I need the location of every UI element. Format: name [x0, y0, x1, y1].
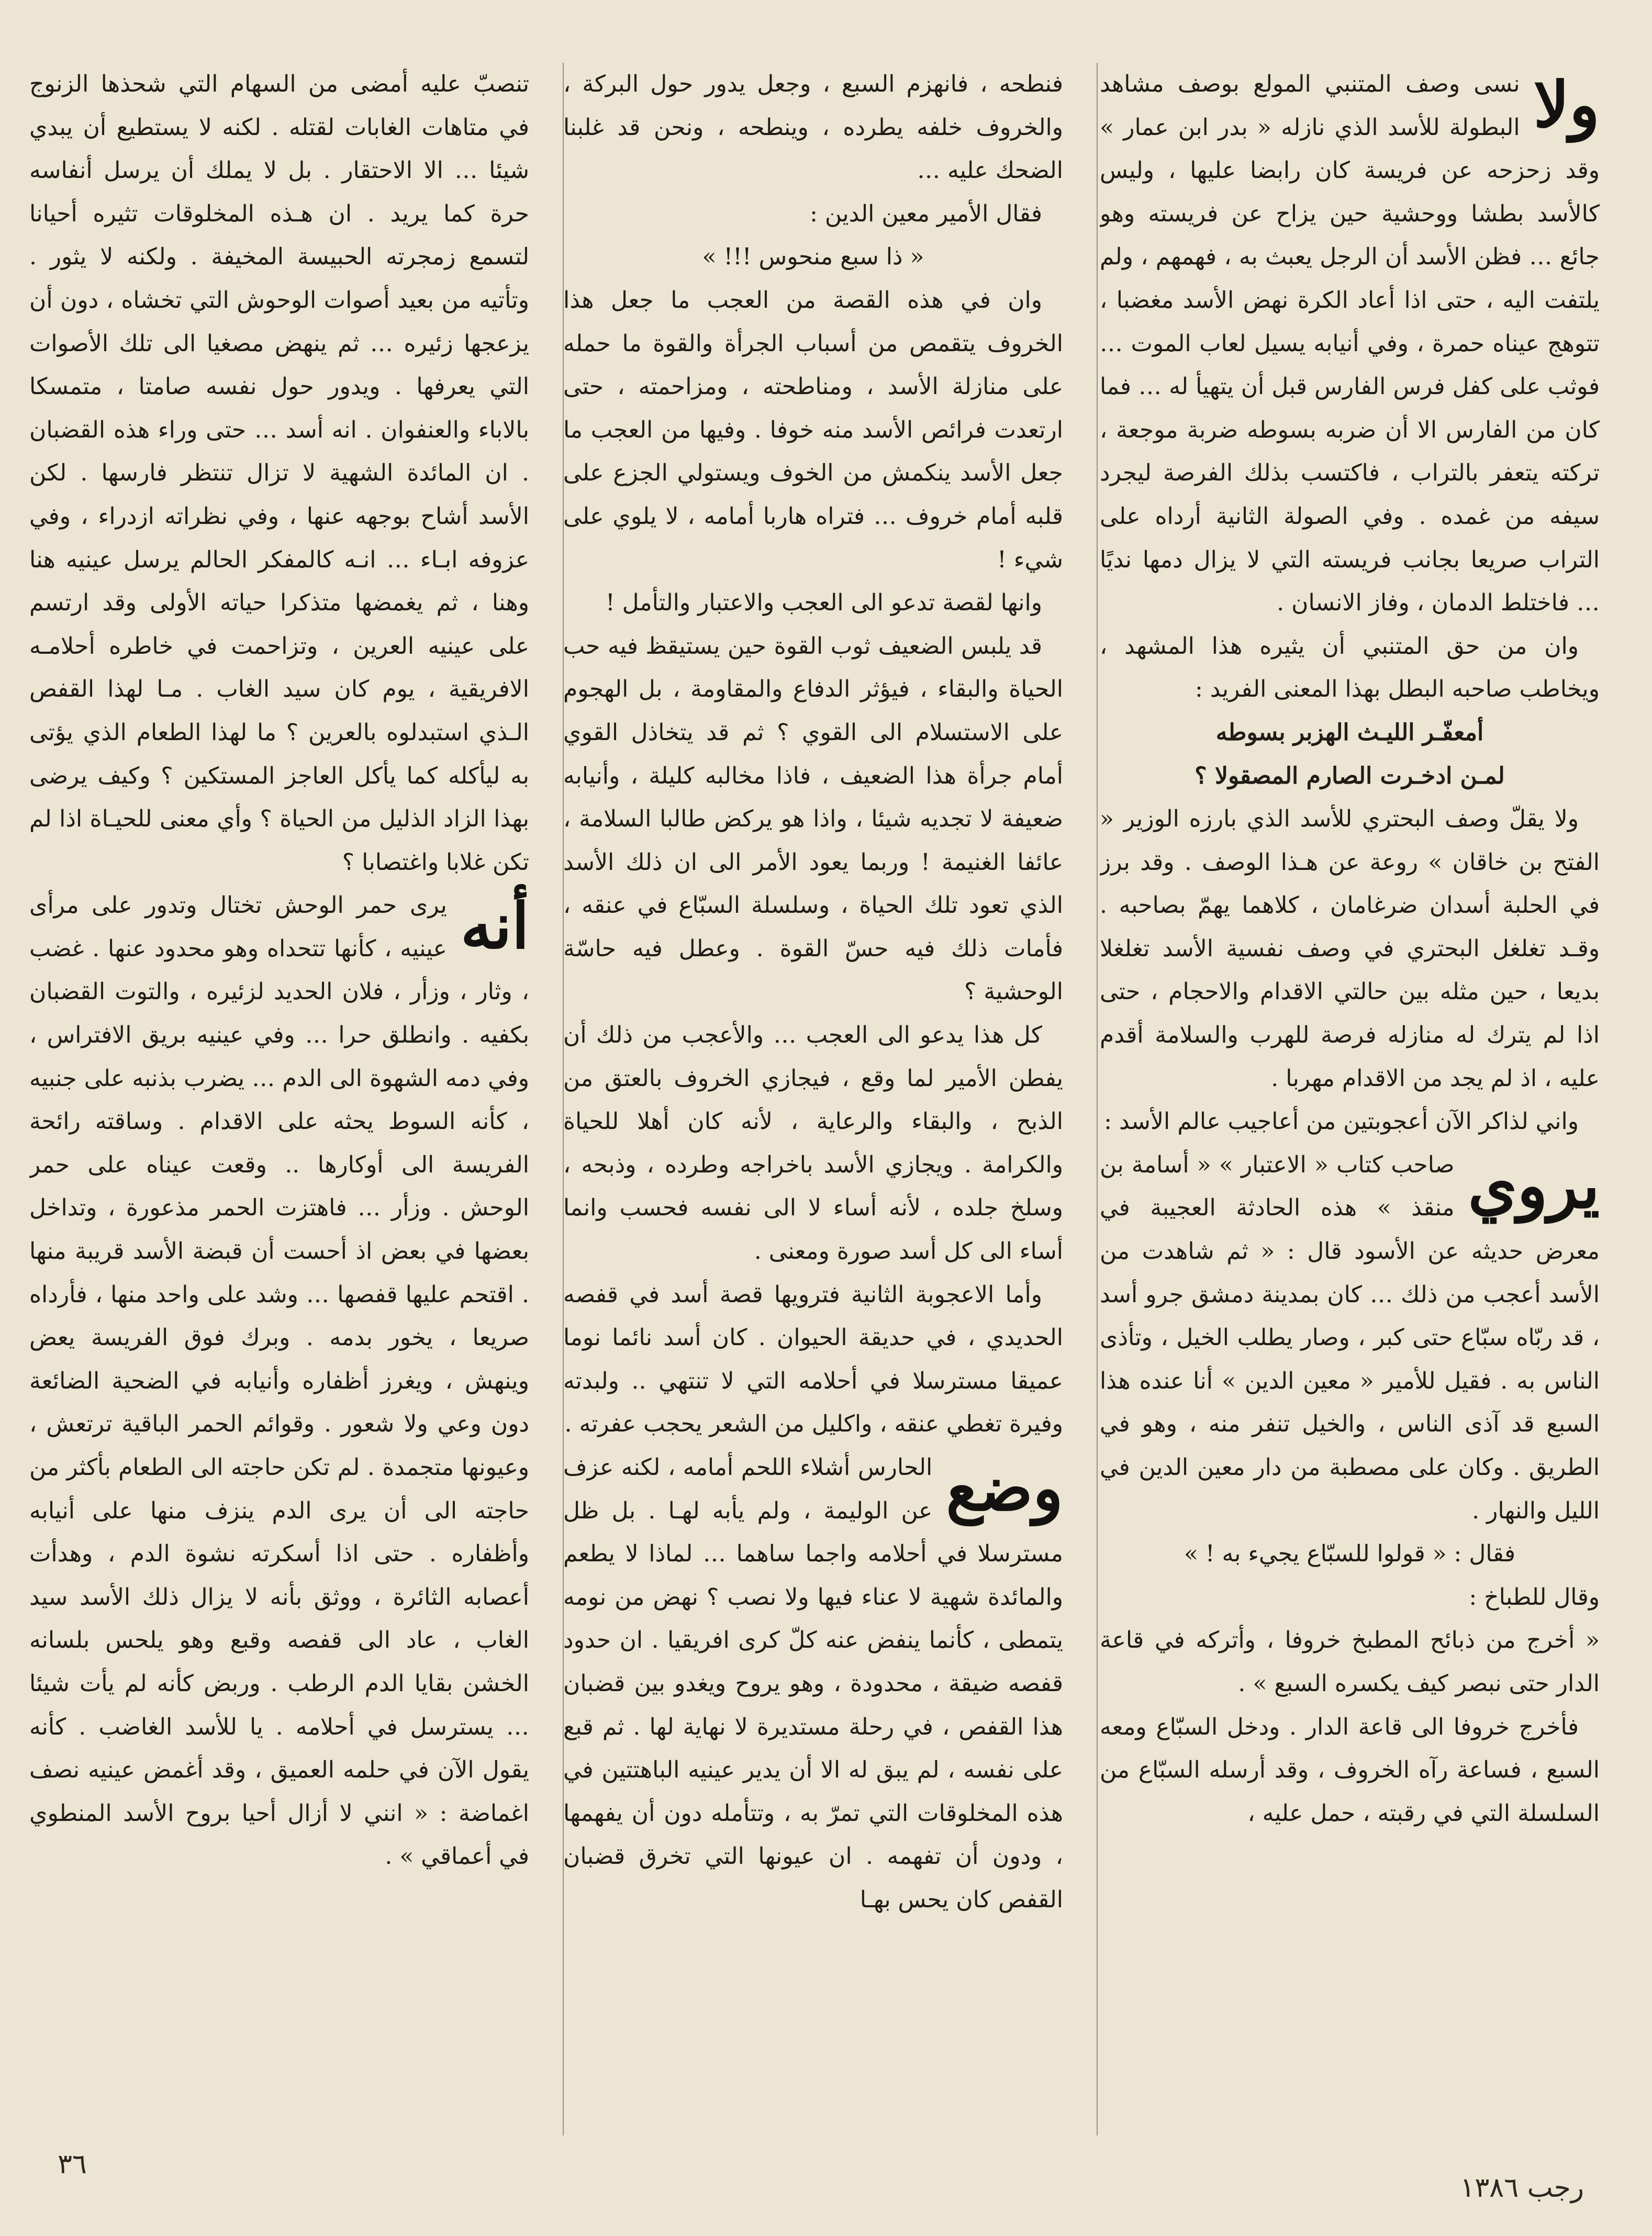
page-number: ٣٦ [58, 2149, 87, 2180]
paragraph: يرى حمر الوحش تختال وتدور على مرأى عينيه ، كأنها تتحداه وهو محدود عنها . غضب ، وثار ، وزأر ، فلان الحديد لزئيره ، والتوت القضبان بكفيه . وانطلق حرا … وفي عينيه بريق الافتراس ، وفي دمه الشهوة الى الدم … يضرب بذنبه على جنبيه ، كأنه السوط يحثه على الاقدام . وساقته رائحة الفريسة الى أوكارها .. وقعت عيناه على حمر الوحش . وزأر … فاهتزت الحمر مذعورة ، وتداخل بعضها في بعض اذ أحست أن قبضة الأسد قريبة منها . اقتحم عليها قفصها … وشد على واحد منها ، فأرداه صريعا ، يخور بدمه . وبرك فوق الفريسة يعض وينهش ، ويغرز أظفاره وأنيابه في الضحية الضائعة دون وعي ولا شعور . وقوائم الحمر الباقية ترتعش ، وعيونها متجمدة . لم تكن حاجته الى الطعام بأكثر من حاجته الى أن يرى الدم ينزف منها على أنيابه وأظفاره . حتى اذا أسكرته نشوة الدم ، وهدأت أعصابه الثائرة ، ووثق بأنه لا يزال ذلك الأسد سيد الغاب ، عاد الى قفصه وقبع وهو يلحس بلسانه الخشن بقايا الدم الرطب . وربض كأنه لم يأت شيئا … يسترسل في أحلامه . يا للأسد الغاضب . كأنه يقول الآن في حلمه العميق ، وقد أغمض عينيه نصف اغماضة : « انني لا أزال أحيا بروح الأسد المنطوي في أعماقي » . [29, 892, 529, 1870]
column-left [29, 63, 529, 2156]
quote-line: فقال : « قولوا للسبّاع يجيء به ! » [1184, 1540, 1516, 1568]
paragraph: وأما الاعجوبة الثانية فترويها قصة أسد في قفصه الحديدي ، في حديقة الحيوان . كان أسد نائما نوما عميقا مسترسلا في أحلامه التي لا تنتهي .. ولبدته وفيرة تغطي عنقه ، واكليل من الشعر يحجب عفرته . [563, 1281, 1063, 1438]
paragraph: فأخرج خروفا الى قاعة الدار . ودخل السبّاع ومعه السبع ، فساعة رآه الخروف ، وقد أرسله السبّاع من السلسلة التي في رقبته ، حمل عليه ، [1100, 1713, 1600, 1827]
paragraph: وان في هذه القصة من العجب ما جعل هذا الخروف يتقمص من أسباب الجرأة والقوة ما حمله على منازلة الأسد ، ومناطحته ، ومزاحمته ، حتى ارتعدت فرائص الأسد منه خوفا . وفيها من العجب ما جعل الأسد ينكمش من الخوف ويستولي الجزع على قلبه أمام خروف … فتراه هاربا أمامه ، لا يلوي على شيء ! [563, 286, 1063, 573]
paragraph: « أخرج من ذبائح المطبخ خروفا ، وأتركه في قاعة الدار حتى نبصر كيف يكسره السبع » . [1100, 1627, 1600, 1697]
paragraph: نسى وصف المتنبي المولع بوصف مشاهد البطولة للأسد الذي نازله « بدر ابن عمار » وقد زحزحه عن فريسة كان رابضا عليها ، وليس كالأسد بطشا ووحشية حين يزاح عن فريسته وهو جائع … فظن الأسد أن الرجل يعبث به ، فهمهم ، ولم يلتفت اليه ، حتى اذا أعاد الكرة نهض الأسد مغضبا ، تتوهج عيناه حمرة ، وفي أنيابه يسيل لعاب الموت … فوثب على كفل فرس الفارس قبل أن يتهيأ له … فما كان من الفارس الا أن ضربه بسوطه ضربة موجعة ، تركته يتعفر بالتراب ، فاكتسب بذلك الفرصة ليجرد سيفه من غمده . وفي الصولة الثانية أرداه على التراب صريعا بجانب فريسته التي لا يزال دمها نديًا … فاختلط الدمان ، وفاز الانسان . [1100, 71, 1600, 617]
paragraph: كل هذا يدعو الى العجب … والأعجب من ذلك أن يفطن الأمير لما وقع ، فيجازي الخروف بالعتق من الذبح ، والبقاء والرعاية ، لأنه كان أهلا للحياة والكرامة . ويجازي الأسد باخراجه وطرده ، وذبحه ، وسلخ جلده ، لأنه أساء لا الى نفسه فحسب وانما أساء الى كل أسد صورة ومعنى . [563, 1022, 1063, 1265]
column-middle [563, 63, 1063, 2156]
drop-initial: يروي [1468, 1148, 1600, 1223]
verse-line: أمعفّـر الليـث الهزبر بسوطه [1215, 719, 1484, 746]
paragraph: فقال الأمير معين الدين : [810, 200, 1042, 227]
paragraph: واني لذاكر الآن أعجوبتين من أعاجيب عالم الأسد : [1104, 1108, 1579, 1135]
paragraph: قد يلبس الضعيف ثوب القوة حين يستيقظ فيه حب الحياة والبقاء ، فيؤثر الدفاع والمقاومة ، بل الهجوم على الاستسلام الى القوي ؟ ثم قد يتخاذل القوي أمام جرأة هذا الضعيف ، فاذا مخالبه كليلة ، وأنيابه ضعيفة لا تجديه شيئا ، واذا هو يركض طالبا السلامة ، عائفا الغنيمة ! وربما يعود الأمر الى ان ذلك الأسد الذي تعود تلك الحياة ، وسلسلة السبّاع في عنقه ، فأمات ذلك فيه حسّ القوة . وعطل فيه حاسّة الوحشية ؟ [563, 632, 1063, 1005]
drop-initial: أنه [460, 889, 529, 964]
drop-initial: ولا [1533, 68, 1600, 142]
paragraph: وان من حق المتنبي أن يثيره هذا المشهد ، ويخاطب صاحبه البطل بهذا المعنى الفريد : [1100, 632, 1600, 703]
paragraph: صاحب كتاب « الاعتبار » « أسامة بن منقذ » هذه الحادثة العجيبة في معرض حديثه عن الأسود قال : « ثم شاهدت من الأسد أعجب من ذلك … كان بمدينة دمشق جرو أسد ، قد ربّاه سبّاع حتى كبر ، وصار يطلب الخيل ، وتأذى الناس به . فقيل للأمير « معين الدين » أنا عنده هذا السبع قد آذى الناس ، والخيل تنفر منه ، وهو في الطريق . وكان على مصطبة من دار معين الدين في الليل والنهار . [1100, 1151, 1600, 1524]
paragraph: وقال للطباخ : [1469, 1583, 1600, 1611]
paragraph: الحارس أشلاء اللحم أمامه ، لكنه عزف عن الوليمة ، ولم يأبه لهـا . بل ظل مسترسلا في أحلامه واجما ساهما … لماذا لا يطعم والمائدة شهية لا عناء فيها ولا نصب ؟ نهض من نومه يتمطى ، كأنما ينفض عنه كلّ كرى افريقيا . ان حدود قفصه ضيقة ، محدودة ، وهو يروح ويغدو بين قضبان هذا القفص ، في رحلة مستديرة لا نهاية لها . ثم قبع على نفسه ، لم يبق له الا أن يدير عينيه الباهتتين في هذه المخلوقات التي تمرّ به ، وتتأمله دون أن يفهمها ، ودون أن تفهمه . ان عيونها التي تخرق قضبان القفص كان يحس بهـا [563, 1454, 1063, 1913]
column-divider [1097, 63, 1098, 2136]
drop-initial: وضع [946, 1451, 1063, 1525]
issue-date: رجب ١٣٨٦ [1460, 2172, 1584, 2204]
verse-line: لمـن ادخـرت الصارم المصقولا ؟ [1195, 762, 1505, 789]
quote-line: « ذا سبع منحوس !!! » [702, 243, 924, 271]
column-right [1100, 63, 1600, 2156]
paragraph: فنطحه ، فانهزم السبع ، وجعل يدور حول البركة ، والخروف خلفه يطرده ، وينطحه ، ونحن قد غلبنا الضحك عليه … [563, 71, 1063, 184]
paragraph: تنصبّ عليه أمضى من السهام التي شحذها الزنوج في متاهات الغابات لقتله . لكنه لا يستطيع أن يبدي شيئا … الا الاحتقار . بل لا يملك أن يرسل أنفاسه حرة كما يريد . ان هـذه المخلوقات تثيره أحيانا لتسمع زمجرته الحبيسة المخيفة . ولكنه لا يثور . وتأتيه من بعيد أصوات الوحوش التي تخشاه ، دون أن يزعجها زئيره … ثم ينهض مصغيا الى تلك الأصوات التي يعرفها . ويدور حول نفسه صامتا ، متمسكا بالاباء والعنفوان . انه أسد … حتى وراء هذه القضبان . ان المائدة الشهية لا تزال تنتظر فارسها . لكن الأسد أشاح بوجهه عنها ، وفي نظراته ازدراء ، وفي عزوفه ابـاء … انـه كالمفكر الحالم يرسل عينيه هنا وهنا ، ثم يغمضها متذكرا حياته الأولى وقد ارتسم على عينيه العرين ، وتزاحمت في خاطره أحلامـه الافريقية ، يوم كان سيد الغاب . مـا لهذا القفص الـذي استبدلوه بالعرين ؟ ما لهذا الطعام الذي يؤتى به ليأكله كما يأكل العاجز المستكين ؟ وكيف يرضى بهذا الزاد الذليل من الحياة ؟ وأي معنى للحيـاة اذا لم تكن غلابا واغتصابا ؟ [29, 71, 529, 876]
paragraph: ولا يقلّ وصف البحتري للأسد الذي بارزه الوزير « الفتح بن خاقان » روعة عن هـذا الوصف . وقد برز في الحلبة أسدان ضرغامان ، كلاهما يهمّ بصاحبه . وقـد تغلغل البحتري في وصف نفسية الأسد تغلغلا بديعا ، حين مثله بين حالتي الاقدام والاحجام ، حتى اذا لم يترك له منازله فرصة للهرب والسلامة أقدم عليه ، اذ لم يجد من الاقدام مهربا . [1100, 806, 1600, 1092]
paragraph: وانها لقصة تدعو الى العجب والاعتبار والتأمل ! [606, 589, 1042, 617]
